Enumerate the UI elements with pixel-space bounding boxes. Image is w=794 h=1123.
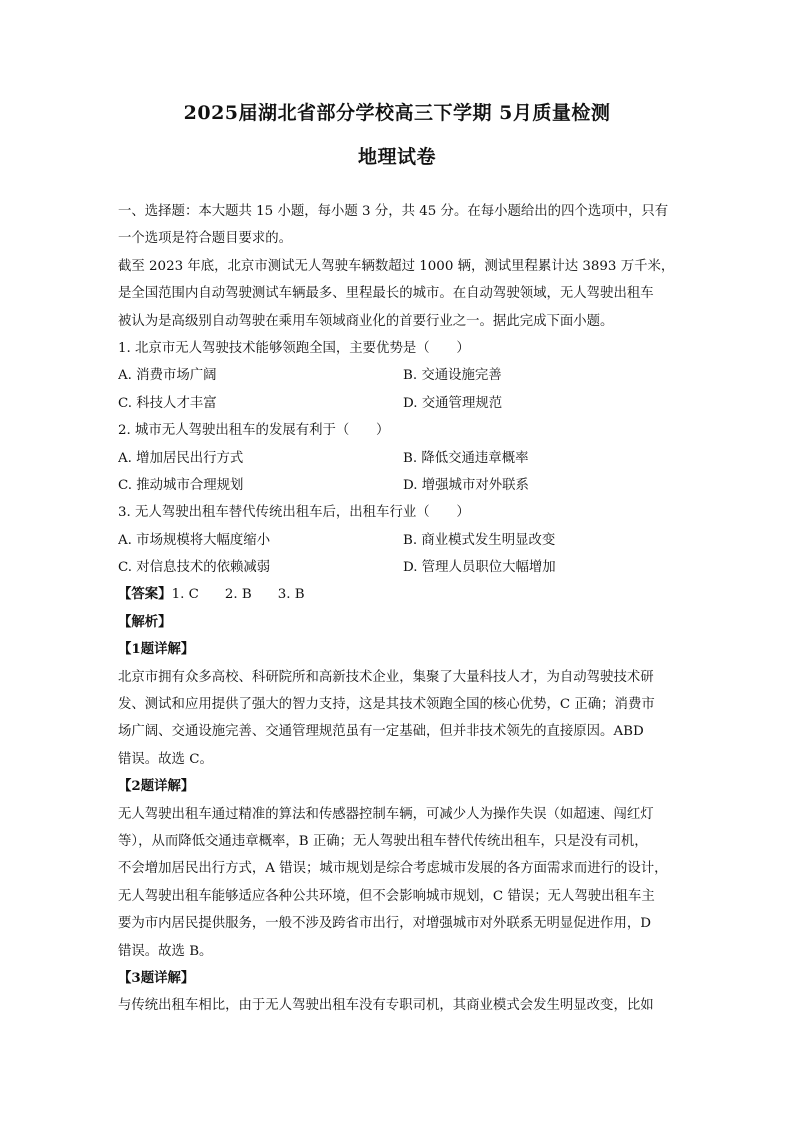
answer-3: 3. B bbox=[277, 587, 305, 603]
answer-label: 【答案】 bbox=[118, 586, 172, 603]
passage-text: 截至 2023 年底，北京市测试无人驾驶车辆数超过 1000 辆，测试里程累计达 3893 万千米， bbox=[118, 258, 675, 274]
analysis-text: 北京市拥有众多高校、科研院所和高新技术企业，集聚了大量科技人才，为自动驾驶技术研 bbox=[118, 669, 654, 685]
analysis-text: 与传统出租车相比，由于无人驾驶出租车没有专职司机，其商业模式会发生明显改变，比如 bbox=[118, 998, 654, 1014]
analysis-text: 场广阔、交通设施完善、交通管理规范虽有一定基础，但并非技术领先的直接原因。ABD bbox=[118, 724, 644, 740]
analysis-text: 错误。故选 C。 bbox=[118, 751, 213, 767]
document-body bbox=[118, 198, 678, 1020]
answer-2: 2. B bbox=[224, 587, 252, 603]
option-row bbox=[118, 362, 678, 389]
answer-line bbox=[118, 581, 678, 608]
option-c: C. 对信息技术的依赖减弱 bbox=[118, 560, 271, 576]
option-row bbox=[118, 445, 678, 472]
option-row bbox=[118, 527, 678, 554]
option-row bbox=[118, 390, 678, 417]
analysis-heading: 【3题详解】 bbox=[118, 969, 195, 986]
option-c: C. 推动城市合理规划 bbox=[118, 477, 244, 493]
analysis-text: 不会增加居民出行方式，A 错误；城市规划是综合考虑城市发展的各方面需求而进行的设计， bbox=[118, 861, 668, 877]
option-d: D. 交通管理规范 bbox=[403, 395, 503, 411]
analysis-text: 无人驾驶出租车通过精准的算法和传感器控制车辆，可减少人为操作失误（如超速、闯红灯 bbox=[118, 806, 654, 822]
passage-text: 被认为是高级别自动驾驶在乘用车领域商业化的首要行业之一。据此完成下面小题。 bbox=[118, 313, 614, 329]
option-b: B. 交通设施完善 bbox=[403, 368, 502, 384]
option-d: D. 增强城市对外联系 bbox=[403, 477, 529, 493]
option-c: C. 科技人才丰富 bbox=[118, 395, 217, 411]
option-b: B. 商业模式发生明显改变 bbox=[403, 532, 556, 548]
analysis-text: 错误。故选 B。 bbox=[118, 943, 213, 959]
option-row bbox=[118, 472, 678, 499]
option-b: B. 降低交通违章概率 bbox=[403, 450, 529, 466]
analysis-heading: 【2题详解】 bbox=[118, 778, 195, 795]
analysis-text: 等），从而降低交通违章概率，B 正确；无人驾驶出租车替代传统出租车，只是没有司机， bbox=[118, 833, 648, 849]
section-instruction: 一个选项是符合题目要求的。 bbox=[118, 231, 293, 247]
option-row bbox=[118, 554, 678, 581]
exam-subject: 地理试卷 bbox=[357, 146, 436, 168]
question-stem: 2. 城市无人驾驶出租车的发展有利于（ ） bbox=[118, 423, 390, 439]
option-a: A. 市场规模将大幅度缩小 bbox=[118, 532, 271, 548]
option-a: A. 消费市场广阔 bbox=[118, 368, 217, 384]
analysis-text: 要为市内居民提供服务，一般不涉及跨省市出行，对增强城市对外联系无明显促进作用，D bbox=[118, 916, 651, 932]
passage-text: 是全国范围内自动驾驶测试车辆最多、里程最长的城市。在自动驾驶领域，无人驾驶出租车 bbox=[118, 286, 654, 302]
option-a: A. 增加居民出行方式 bbox=[118, 450, 244, 466]
answer-1: 1. C bbox=[171, 587, 199, 603]
question-stem: 3. 无人驾驶出租车替代传统出租车后，出租车行业（ ） bbox=[118, 505, 470, 521]
option-d: D. 管理人员职位大幅增加 bbox=[403, 560, 556, 576]
question-stem: 1. 北京市无人驾驶技术能够领跑全国，主要优势是（ ） bbox=[118, 340, 470, 356]
analysis-text: 无人驾驶出租车能够适应各种公共环境，但不会影响城市规划，C 错误；无人驾驶出租车主 bbox=[118, 888, 655, 904]
analysis-label: 【解析】 bbox=[118, 613, 172, 630]
section-instruction: 一、选择题：本大题共 15 小题，每小题 3 分，共 45 分。在每小题给出的四个选项中，只有 bbox=[118, 204, 669, 219]
analysis-heading: 【1题详解】 bbox=[118, 641, 195, 658]
analysis-text: 发、测试和应用提供了强大的智力支持，这是其技术领跑全国的核心优势，C 正确；消费市 bbox=[118, 697, 655, 713]
exam-title: 2025届湖北省部分学校高三下学期 5月质量检测 bbox=[183, 102, 611, 124]
